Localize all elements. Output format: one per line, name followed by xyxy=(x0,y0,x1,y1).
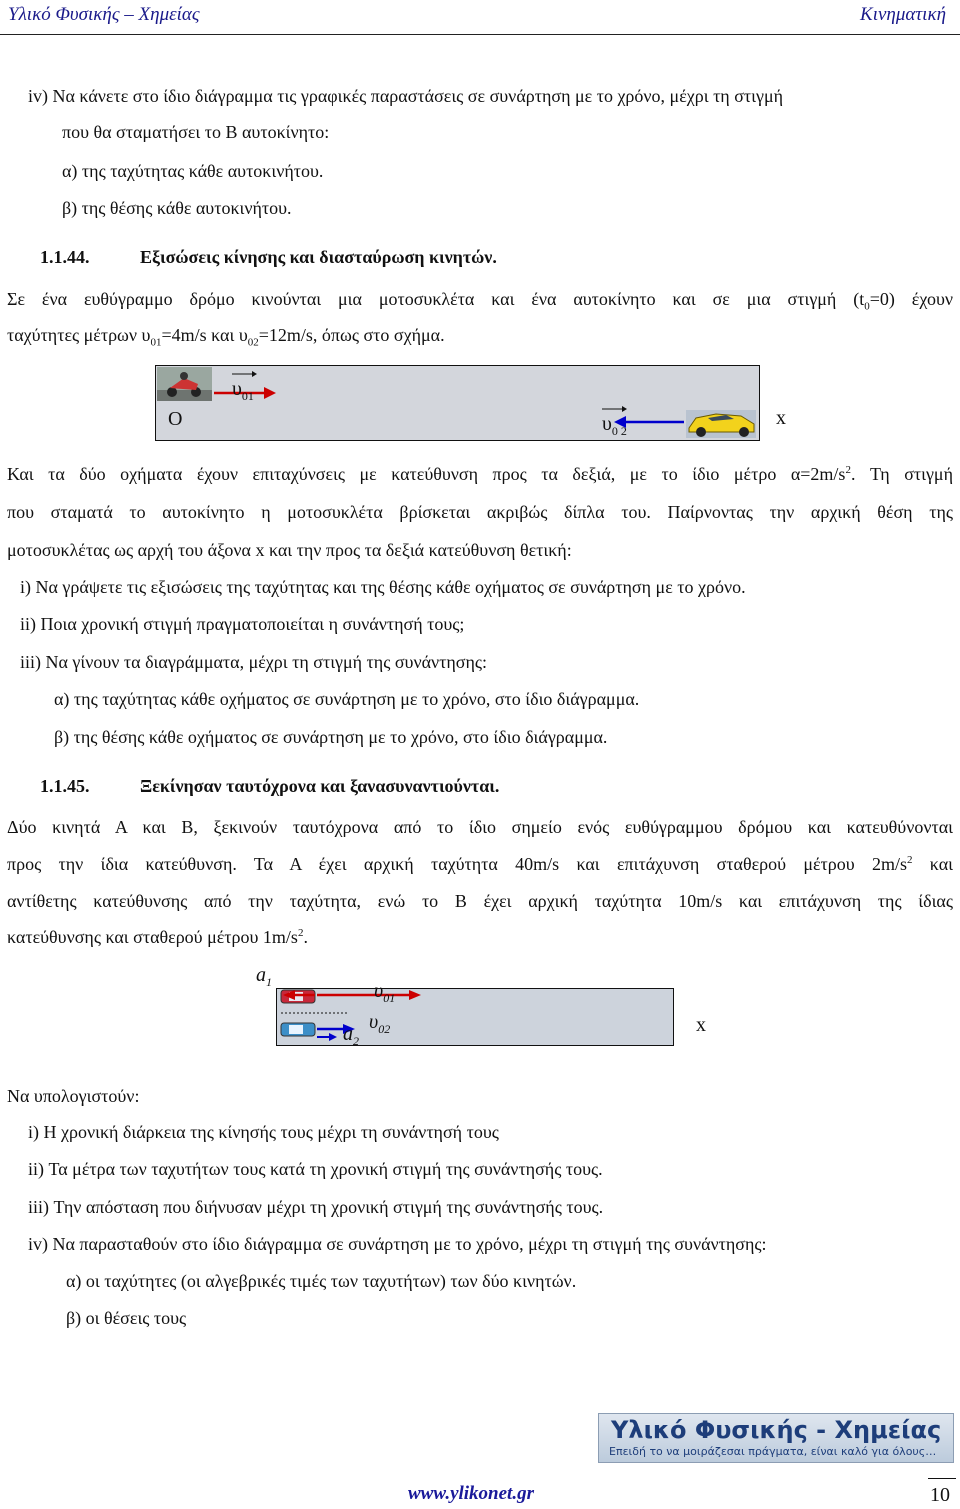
ex45-para-1: Δύο κινητά Α και Β, ξεκινούν ταυτόχρονα από το ίδιο σημείο ενός ευθύγραμμου δρόμου και κατευθύνονται xyxy=(7,817,953,837)
ex45-item-b: β) οι θέσεις τους xyxy=(66,1308,187,1328)
footer-link[interactable]: www.ylikonet.gr xyxy=(408,1483,534,1504)
v01-label: $\upsilon_{01}$ xyxy=(232,378,254,403)
page-number-divider xyxy=(928,1478,956,1479)
ex44-title: Εξισώσεις κίνησης και διασταύρωση κινητών. xyxy=(140,247,497,267)
ylikonet-banner xyxy=(598,1413,954,1463)
ex44-item-iii: iii) Να γίνουν τα διαγράμματα, μέχρι τη στιγμή της συνάντησης: xyxy=(20,652,488,672)
car-image xyxy=(686,410,756,438)
ex45-para-2: προς την ίδια κατεύθυνση. Τα Α έχει αρχική ταχύτητα 40m/s και επιτάχυνση σταθερού μέτρου $2m/s^2$ και xyxy=(7,854,953,874)
figure-two-vehicles xyxy=(276,988,674,1046)
ex45-item-i: i) Η χρονική διάρκεια της κίνησής τους μέχρι τη συνάντησή τους xyxy=(28,1122,499,1142)
header-left: Υλικό Φυσικής – Χημείας xyxy=(8,4,200,25)
ex44-item-i: i) Να γράψετε τις εξισώσεις της ταχύτητας και της θέσης κάθε οχήματος σε συνάρτηση με το χρόνο. xyxy=(20,577,746,597)
ex44-item-b: β) της θέσης κάθε οχήματος σε συνάρτηση με το χρόνο, στο ίδιο διάγραμμα. xyxy=(54,727,608,747)
ex44-number: 1.1.44. xyxy=(40,247,90,267)
prev-question-iv: iv) Να κάνετε στο ίδιο διάγραμμα τις γραφικές παραστάσεις σε συνάρτηση με το χρόνο, μέχρι τη στιγμή xyxy=(28,86,784,106)
figure-two-vehicles-drawing xyxy=(277,989,673,1048)
ex45-item-a: α) οι ταχύτητες (οι αλγεβρικές τιμές των ταχυτήτων) των δύο κινητών. xyxy=(66,1271,577,1291)
a1-label: $a_1$ xyxy=(256,964,272,989)
banner-subtitle: Επειδή το να μοιράζεσαι πράγματα, είναι καλό για όλους… xyxy=(609,1445,937,1458)
x-axis-label-2: x xyxy=(696,1014,706,1036)
a2-label: $a_2$ xyxy=(343,1023,359,1048)
header-right: Κινηματική xyxy=(860,4,946,25)
prev-item-b: β) της θέσης κάθε αυτοκινήτου. xyxy=(62,198,292,218)
ex44-line-2: ταχύτητες μέτρων $\upsilon_{01}=4m/s$ και $\upsilon_{02}=12m/s$, όπως στο σχήμα. xyxy=(7,325,445,349)
v01-label-2: $\upsilon_{01}$ xyxy=(374,980,396,1005)
ex44-line-1: Σε ένα ευθύγραμμο δρόμο κινούνται μια μοτοσυκλέτα και ένα αυτοκίνητο και σε μια στιγμή $(t_0=0)$ έχουν xyxy=(7,289,953,313)
x-axis-label-1: x xyxy=(776,407,786,429)
header-divider xyxy=(0,34,960,35)
ex45-item-iv: iv) Να παρασταθούν στο ίδιο διάγραμμα σε συνάρτηση με το χρόνο, μέχρι τη στιγμή της συνάντησης: xyxy=(28,1234,767,1254)
acceleration-arrow-a2 xyxy=(329,1033,337,1041)
figure-moto-car xyxy=(155,365,760,441)
ex45-para-4: κατεύθυνσης και σταθερού μέτρου $1m/s^2$. xyxy=(7,927,308,947)
ex45-item-ii: ii) Τα μέτρα των ταχυτήτων τους κατά τη χρονική στιγμή της συνάντησής τους. xyxy=(28,1159,603,1179)
ex45-number: 1.1.45. xyxy=(40,776,90,796)
v02-label: $\upsilon_{0 2}$ xyxy=(602,413,627,438)
v02-label-2: $\upsilon_{02}$ xyxy=(369,1011,391,1036)
ex44-item-a: α) της ταχύτητας κάθε οχήματος σε συνάρτηση με το χρόνο, στο ίδιο διάγραμμα. xyxy=(54,689,640,709)
ex44-para-2: που σταματά το αυτοκίνητο η μοτοσυκλέτα βρίσκεται ακριβώς δίπλα του. Παίρνοντας την αρχική θέση της xyxy=(7,502,953,522)
ex45-item-iii: iii) Την απόσταση που διήνυσαν μέχρι τη χρονική στιγμή της συνάντησής τους. xyxy=(28,1197,604,1217)
page-number: 10 xyxy=(930,1484,950,1506)
ex44-item-ii: ii) Ποια χρονική στιγμή πραγματοποιείται η συνάντησή τους; xyxy=(20,614,465,634)
ex45-ask: Να υπολογιστούν: xyxy=(7,1086,140,1106)
page-header xyxy=(0,0,960,40)
prev-item-a: α) της ταχύτητας κάθε αυτοκινήτου. xyxy=(62,161,324,181)
ex45-title: Ξεκίνησαν ταυτόχρονα και ξανασυναντιούνται. xyxy=(140,776,500,796)
ex44-para-3: μοτοσυκλέτας ως αρχή του άξονα x και την προς τα δεξιά κατεύθυνση θετική: xyxy=(7,540,572,560)
prev-question-iv-cont: που θα σταματήσει το Β αυτοκίνητο: xyxy=(62,122,330,142)
banner-title: Υλικό Φυσικής - Χημείας xyxy=(611,1416,942,1444)
origin-label: O xyxy=(168,408,183,430)
ex45-para-3: αντίθετης κατεύθυνσης από την ταχύτητα, ενώ το Β έχει αρχική ταχύτητα 10m/s και επιτάχυνση της ίδιας xyxy=(7,891,953,911)
ex44-para-1: Και τα δύο οχήματα έχουν επιταχύνσεις με κατεύθυνση προς τα δεξιά, με το ίδιο μέτρο $\alpha=2m/s^2$. Τη στιγμή xyxy=(7,464,953,484)
